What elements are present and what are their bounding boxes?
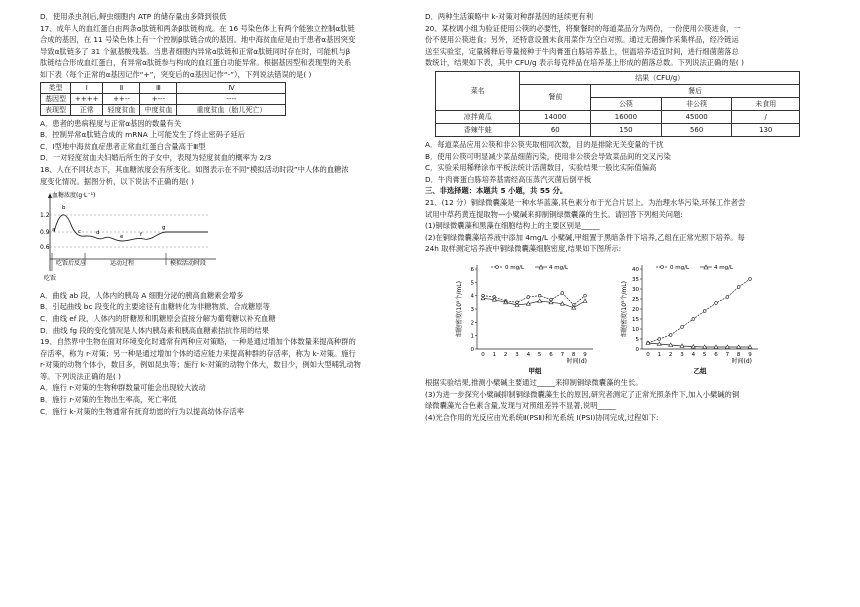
data-point-0mg	[538, 294, 541, 297]
text-line: 份不使用公筷进食；另外，还特意设置未食用菜作为空白对照。通过无菌操作采集样品，经冷链运	[425, 35, 739, 45]
legend-marker-0mg	[496, 266, 499, 269]
series-line-4mg	[648, 343, 750, 347]
table-cell: ----	[177, 93, 286, 104]
text-line: A．曲线 ab 段，人体内的胰岛 A 细胞分泌的胰高血糖素会增多	[40, 290, 244, 300]
x-tick-label: 7	[560, 351, 565, 358]
y-tick: 0.9	[40, 229, 50, 237]
table-cell: Ⅰ	[71, 82, 103, 93]
text-line: 18、人在不同状态下，其血糖浓度会有所变化。如图表示在不同“模拟活动时段”中人体的血糖浓	[40, 164, 349, 174]
point-label: f	[140, 232, 142, 239]
series-line-0mg	[483, 293, 585, 305]
data-point-0mg	[669, 334, 672, 337]
table-cell: 中度贫血	[140, 104, 177, 115]
text-line: 如下表（每个正常的α基因记作“+”，突变后的α基因记作“-”），下列说法错误的是( )	[40, 69, 312, 79]
table-cell: 凉拌黄瓜	[436, 110, 520, 123]
data-point-0mg	[715, 302, 718, 305]
table-cell: 重度贫血（胎儿死亡）	[177, 104, 286, 115]
table-cell: /	[732, 110, 800, 123]
table-cell: 150	[591, 123, 662, 136]
table-cell: 香辣牛蛙	[436, 123, 520, 136]
text-line: A．每道菜品应用公筷和非公筷夹取相同次数，目的是排除无关变量的干扰	[425, 139, 664, 149]
text-line: (4)光合作用的光反应由光系统Ⅱ(PSⅡ)和光系统 I(PSI)协同完成,过程如下:	[425, 412, 659, 422]
table-cell: 类型	[41, 82, 71, 93]
text-line: C．施行 k-对策的生物通常有抚育幼崽的行为以提高幼体存活率	[40, 406, 244, 416]
text-line: (1)铜绿微囊藻和黑藻在细胞结构上的主要区别是_____	[425, 221, 600, 231]
y-tick-label: 30	[632, 286, 639, 293]
table-cell: 正常	[71, 104, 103, 115]
x-tick-label: 5	[702, 351, 707, 358]
data-point-0mg	[737, 286, 740, 289]
point-label: a	[52, 227, 56, 234]
legend-label-4mg: 4 mg/L	[549, 264, 569, 271]
text-line: D．两种生活策略中 k-对策对种群基因的延续更有利	[425, 12, 594, 21]
y-tick: 1.2	[40, 212, 50, 220]
x-tick-label: 3	[515, 351, 519, 358]
data-point-0mg	[692, 318, 695, 321]
text-line: 24h 取样测定培养液中铜绿微囊藻细胞密度,结果如下图所示:	[425, 244, 622, 254]
y-tick-label: 20	[632, 306, 639, 313]
table-cell: 餐前	[520, 84, 591, 110]
table-cell: ++++	[71, 93, 103, 104]
data-point-0mg	[703, 310, 706, 313]
data-point-4mg	[538, 299, 542, 303]
table-cell: 16000	[591, 110, 662, 123]
y-tick-label: 5	[635, 336, 639, 343]
legend-label-4mg: 4 mg/L	[714, 264, 734, 271]
y-tick-label: 10	[632, 326, 639, 333]
y-axis-label: 细胞密度(10⁵个/mL)	[621, 280, 628, 337]
table-cell: 轻度贫血	[103, 104, 140, 115]
left-column	[40, 11, 445, 417]
segment-label: 运动过程	[110, 260, 135, 268]
x-tick-label: 9	[748, 351, 752, 358]
genotype-table	[40, 82, 286, 116]
table-cell: Ⅳ	[177, 82, 286, 93]
point-label: d	[96, 230, 100, 237]
text-line: 19、自然界中生物在面对环境变化时通常有两种应对策略，一种是通过增加个体数量来提高种群的	[40, 337, 356, 347]
text-line: D．牛肉膏蛋白胨培养基需经高压蒸汽灭菌后倒平板	[425, 174, 592, 184]
x-tick-label: 2	[668, 351, 673, 358]
text-line: 21、(12 分）铜绿微囊藻是一种水华蓝藻,其色素分布于光合片层上。为治理水华污染,环保工作者尝	[425, 197, 746, 207]
y-tick-label: 6	[470, 266, 474, 273]
table-cell: Ⅱ	[103, 82, 140, 93]
text-line: C．Ⅰ型地中海贫血症患者正常血红蛋白含量高于Ⅲ型	[40, 141, 206, 151]
text-line: 根据实验结果,推测小檗碱主要通过_____来抑制铜绿微囊藻的生长。	[425, 377, 643, 387]
table-cell: Ⅲ	[140, 82, 177, 93]
chart-jia	[455, 257, 600, 377]
text-line: 等。下列说法正确的是( )	[40, 371, 121, 381]
text-line: A．施行 r-对策的生物种群数量可能会出现较大波动	[40, 383, 206, 393]
text-line: B．引起曲线 bc 段变化的主要途径有血糖转化为非糖物质、合成糖原等	[40, 302, 270, 312]
table-cell: 60	[520, 123, 591, 136]
data-point-0mg	[749, 278, 752, 281]
x-tick-label: 8	[736, 351, 741, 358]
legend-label-0mg: 0 mg/L	[505, 264, 525, 271]
bacteria-table	[435, 71, 800, 137]
text-line: (2)在铜绿微囊藻培养液中添加 4mg/L 小檗碱,甲组置于黑暗条件下培养,乙组在正常光照下培养。每	[425, 232, 745, 242]
x-tick-label: 5	[537, 351, 542, 358]
y-axis-label: 血糖浓度(g·L⁻¹)	[52, 192, 96, 200]
data-point-0mg	[726, 296, 729, 299]
table-cell: 结果（CFU/g）	[520, 71, 800, 84]
section-heading: 三、非选择题：本题共 5 小题，共 55 分。	[425, 186, 568, 196]
table-cell: ++--	[103, 93, 140, 104]
y-tick-label: 40	[632, 266, 639, 273]
legend-marker-0mg	[661, 266, 664, 269]
text-line: 绿微囊藻光合色素含量,发现与对照组差异不显著,说明_____	[425, 401, 616, 411]
data-point-0mg	[584, 294, 587, 297]
text-line: A．患者的患病程度与正常α基因的数量有关	[40, 118, 182, 128]
chart-title: 甲组	[528, 366, 542, 375]
x-tick-label: 4	[691, 351, 696, 358]
y-tick-label: 1	[470, 333, 474, 340]
y-tick-label: 3	[470, 306, 474, 313]
y-axis-label: 细胞密度(10⁵个/mL)	[456, 280, 463, 337]
x-tick-label: 6	[549, 351, 553, 358]
eat-label: 吃饭	[44, 275, 57, 283]
y-tick: 0.6	[40, 244, 50, 252]
point-label: g	[162, 225, 166, 232]
x-axis-label: 时间(d)	[566, 357, 587, 365]
y-tick-label: 4	[470, 293, 474, 300]
table-cell: 表现型	[41, 104, 71, 115]
y-tick-label: 2	[470, 320, 474, 327]
x-tick-label: 8	[571, 351, 576, 358]
data-point-0mg	[527, 296, 530, 299]
segment-label: 模拟活动时段	[170, 260, 207, 268]
y-tick-label: 5	[470, 280, 474, 287]
table-cell: 非公筷	[661, 97, 732, 110]
x-tick-label: 2	[503, 351, 508, 358]
x-tick-label: 1	[657, 351, 662, 358]
table-cell: 45000	[661, 110, 732, 123]
blood-glucose-figure	[40, 189, 220, 285]
table-cell: +---	[140, 93, 177, 104]
chart-title: 乙组	[693, 366, 707, 375]
table-cell: 130	[732, 123, 800, 136]
y-tick-label: 0	[635, 346, 639, 353]
x-tick-label: 7	[725, 351, 730, 358]
text-line: B．使用公筷可明显减少菜品细菌污染，使用非公筷会导致菜品间的交叉污染	[425, 151, 671, 161]
table-cell: 餐后	[591, 84, 800, 97]
table-cell: 菜名	[436, 71, 520, 110]
series-line-0mg	[648, 279, 750, 343]
text-line: B．施行 r-对策的生物出生率高，死亡率低	[40, 395, 177, 405]
table-cell: 560	[661, 123, 732, 136]
text-line: D．曲线 fg 段的变化情况是人体内胰岛素和胰高血糖素拮抗作用的结果	[40, 325, 270, 335]
x-tick-label: 1	[492, 351, 497, 358]
text-line: r-对策的动物个体小，数目多，例如昆虫等；施行 k-对策的动物个体大，数目少，例如大型哺乳动物	[40, 360, 361, 370]
chart-yi	[620, 257, 765, 377]
point-label: e	[120, 234, 124, 241]
text-line: C．曲线 ef 段，人体内的肝糖原和肌糖原会直接分解为葡萄糖以补充血糖	[40, 313, 276, 323]
x-tick-label: 0	[481, 351, 485, 358]
point-label: c	[78, 229, 82, 236]
x-tick-label: 6	[714, 351, 718, 358]
text-line: C．实验采用稀释涂布平板法统计活菌数目，实验结果一般比实际值偏高	[425, 163, 657, 173]
text-line: (3)为进一步探究小檗碱抑制铜绿微囊藻生长的原因,研究者测定了正常光照条件下,加入小檗碱的铜	[425, 389, 740, 399]
glucose-curve	[54, 215, 208, 241]
text-line: 合成的基因，在 11 号染色体上有一个控制β肽链合成的基因。地中海贫血症是由于患者α基因突变	[40, 35, 356, 45]
text-line: 导致α肽链多了 31 个氨基酸残基。当患者细胞内异常α肽链和正常α肽链同时存在时，可能机与β	[40, 46, 351, 56]
text-line: B．控制异常α肽链合成的 mRNA 上可能发生了终止密码子延后	[40, 130, 245, 140]
text-line: 17、成年人的血红蛋白由两条α肽链和两条β肽链构成。在 16 号染色体上有两个能独立控制α肽链	[40, 23, 355, 33]
data-point-0mg	[681, 326, 684, 329]
table-cell: 未食用	[732, 97, 800, 110]
y-tick-label: 35	[632, 276, 639, 283]
text-line: 度变化情况。据图分析，以下说法不正确的是( )	[40, 176, 194, 186]
table-cell: 14000	[520, 110, 591, 123]
table-cell: 基因型	[41, 93, 71, 104]
x-tick-label: 0	[646, 351, 650, 358]
legend-label-0mg: 0 mg/L	[670, 264, 690, 271]
text-line: D．一对轻度贫血夫妇婚后所生的子女中，表现为轻度贫血的概率为 2/3	[40, 153, 272, 163]
text-line: 肽链结合形成血红蛋白，有异常α肽链参与构成的血红蛋白功能异常。根据基因型和表现型的关系	[40, 58, 352, 68]
text-line: 存活率，称为 r-对策；另一种是通过增加个体的适应能力来提高种群的存活率，称为 k-对策。施行	[40, 348, 356, 358]
text-line: D．使用杀虫剂后,鲟虫细胞内 ATP 的储存量由多降到很低	[40, 12, 227, 21]
text-line: 数统计，结果如下表，其中 CFU/g 表示每克样品在培养基上形成的菌落总数。下列说法正确的是( )	[425, 58, 744, 68]
text-line: 送至实验室，定量稀释后等量接种于牛肉膏蛋白胨培养基上，恒温培养适宜时间，进行细菌菌落总	[425, 46, 739, 56]
y-tick-label: 0	[470, 346, 474, 353]
segment-label: 吃饭后反应	[56, 260, 87, 268]
data-point-0mg	[561, 292, 564, 295]
table-cell: 公筷	[591, 97, 662, 110]
y-tick-label: 15	[632, 316, 639, 323]
y-tick-label: 25	[632, 296, 639, 303]
data-point-4mg	[583, 299, 587, 303]
series-line-4mg	[483, 298, 585, 307]
charts-row	[455, 257, 825, 377]
text-line: 试用中草药黄连提取物—小檗碱来抑制铜绿微囊藻的生长。请回答下列相关问题:	[425, 209, 683, 219]
x-tick-label: 4	[526, 351, 531, 358]
data-point-4mg	[481, 296, 485, 300]
x-tick-label: 9	[583, 351, 587, 358]
x-tick-label: 3	[680, 351, 684, 358]
x-axis-label: 时间(d)	[731, 357, 752, 365]
point-label: b	[62, 205, 66, 212]
text-line: 20、某校调小组为验证使用公筷的必要性，将聚餐时的每道菜品分为两份，一份使用公筷进食，一	[425, 23, 741, 33]
data-point-0mg	[658, 338, 661, 341]
right-column	[425, 11, 825, 423]
